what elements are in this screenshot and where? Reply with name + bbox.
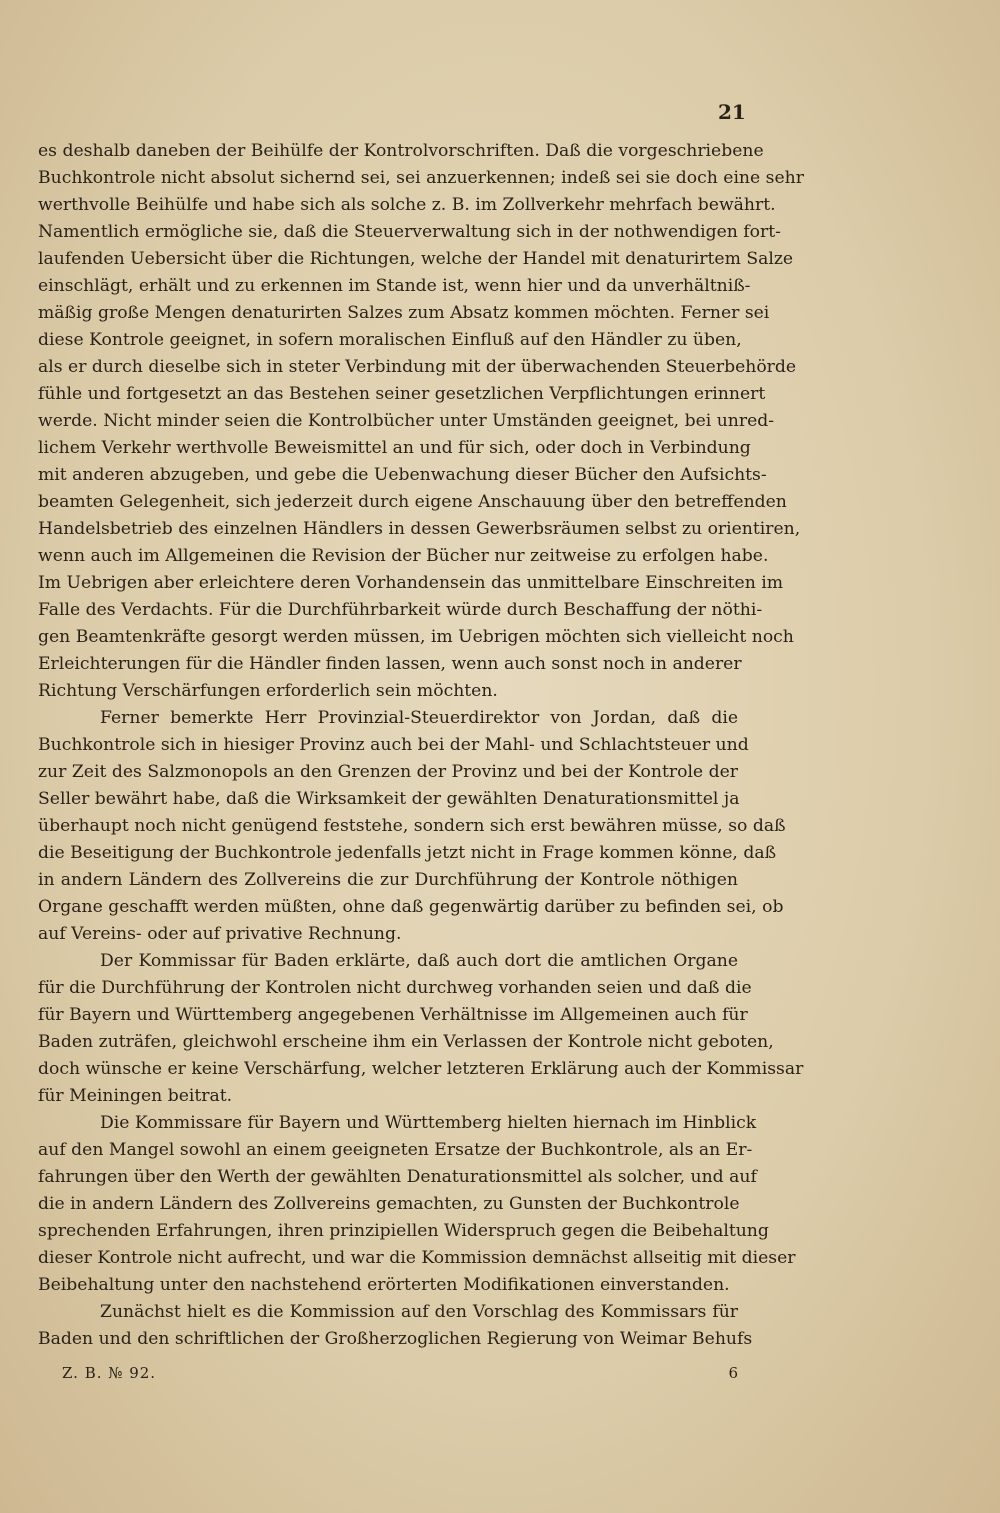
- text-line: fühle und fortgesetzt an das Bestehen seiner gesetzlichen Verpflichtungen erinnert: [38, 384, 766, 404]
- paragraph: [38, 138, 804, 705]
- page-number: 21: [718, 100, 746, 124]
- text-line: auf den Mangel sowohl an einem geeigneten Ersatze der Buchkontrole, als an Er-: [38, 1140, 753, 1160]
- printer-signature: Z. B. № 92.: [62, 1364, 157, 1382]
- body-text: [38, 138, 804, 1353]
- text-line: die Beseitigung der Buchkontrole jedenfalls jetzt nicht in Frage kommen könne, daß: [38, 843, 777, 863]
- text-line: Im Uebrigen aber erleichtere deren Vorhandensein das unmittelbare Einschreiten im: [38, 573, 784, 593]
- text-line: mäßig große Mengen denaturirten Salzes zum Absatz kommen möchten. Ferner sei: [38, 303, 770, 323]
- paragraph: [38, 1110, 796, 1299]
- text-line: für Meiningen beitrat.: [38, 1086, 233, 1106]
- text-line: Zunächst hielt es die Kommission auf den Vorschlag des Kommissars für: [100, 1302, 738, 1322]
- text-line: Buchkontrole nicht absolut sichernd sei, sei anzuerkennen; indeß sei sie doch eine sehr: [38, 168, 804, 188]
- page-footer: [62, 1364, 738, 1382]
- text-line: die in andern Ländern des Zollvereins gemachten, zu Gunsten der Buchkontrole: [38, 1194, 740, 1214]
- text-line: mit anderen abzugeben, und gebe die Uebenwachung dieser Bücher den Aufsichts-: [38, 465, 767, 485]
- text-line: Baden und den schriftlichen der Großherzoglichen Regierung von Weimar Behufs: [38, 1329, 753, 1349]
- text-line: überhaupt noch nicht genügend feststehe, sondern sich erst bewähren müsse, so daß: [38, 816, 786, 836]
- text-line: für Bayern und Württemberg angegebenen Verhältnisse im Allgemeinen auch für: [38, 1005, 748, 1025]
- text-line: einschlägt, erhält und zu erkennen im Stande ist, wenn hier und da unverhältniß-: [38, 276, 751, 296]
- text-line: lichem Verkehr werthvolle Beweismittel an und für sich, oder doch in Verbindung: [38, 438, 751, 458]
- sheet-number: 6: [728, 1364, 738, 1382]
- text-line: doch wünsche er keine Verschärfung, welcher letzteren Erklärung auch der Kommissar: [38, 1059, 804, 1079]
- text-line: Richtung Verschärfungen erforderlich sein möchten.: [38, 681, 498, 701]
- text-line: Seller bewährt habe, daß die Wirksamkeit der gewählten Denaturationsmittel ja: [38, 789, 740, 809]
- text-line: wenn auch im Allgemeinen die Revision der Bücher nur zeitweise zu erfolgen habe.: [38, 546, 769, 566]
- text-line: Erleichterungen für die Händler finden lassen, wenn auch sonst noch in anderer: [38, 654, 742, 674]
- paragraph: [38, 705, 786, 948]
- text-line: dieser Kontrole nicht aufrecht, und war die Kommission demnächst allseitig mit dieser: [38, 1248, 796, 1268]
- text-line: auf Vereins- oder auf privative Rechnung.: [38, 924, 402, 944]
- text-line: werthvolle Beihülfe und habe sich als solche z. B. im Zollverkehr mehrfach bewährt.: [38, 195, 776, 215]
- text-line: beamten Gelegenheit, sich jederzeit durch eigene Anschauung über den betreffenden: [38, 492, 787, 512]
- text-line: Buchkontrole sich in hiesiger Provinz auch bei der Mahl- und Schlachtsteuer und: [38, 735, 749, 755]
- text-line: für die Durchführung der Kontrolen nicht durchweg vorhanden seien und daß die: [38, 978, 752, 998]
- text-line: diese Kontrole geeignet, in sofern moralischen Einfluß auf den Händler zu üben,: [38, 330, 742, 350]
- text-line: Organe geschafft werden müßten, ohne daß gegenwärtig darüber zu befinden sei, ob: [38, 897, 784, 917]
- text-line: als er durch dieselbe sich in steter Verbindung mit der überwachenden Steuerbehörde: [38, 357, 797, 377]
- text-line: Der Kommissar für Baden erklärte, daß auch dort die amtlichen Organe: [100, 951, 738, 971]
- text-line: Ferner bemerkte Herr Provinzial-Steuerdirektor von Jordan, daß die: [100, 708, 738, 728]
- text-line: Die Kommissare für Bayern und Württemberg hielten hiernach im Hinblick: [100, 1113, 757, 1133]
- text-line: laufenden Uebersicht über die Richtungen, welche der Handel mit denaturirtem Salze: [38, 249, 794, 269]
- text-line: sprechenden Erfahrungen, ihren prinzipiellen Widerspruch gegen die Beibehaltung: [38, 1221, 769, 1241]
- text-line: werde. Nicht minder seien die Kontrolbücher unter Umständen geeignet, bei unred-: [38, 411, 775, 431]
- text-line: Handelsbetrieb des einzelnen Händlers in dessen Gewerbsräumen selbst zu orientiren,: [38, 519, 801, 539]
- text-line: Falle des Verdachts. Für die Durchführbarkeit würde durch Beschaffung der nöthi-: [38, 600, 763, 620]
- paragraph: [38, 1299, 753, 1353]
- text-line: zur Zeit des Salzmonopols an den Grenzen der Provinz und bei der Kontrole der: [38, 762, 738, 782]
- text-line: gen Beamtenkräfte gesorgt werden müssen, im Uebrigen möchten sich vielleicht noch: [38, 627, 794, 647]
- paragraph: [38, 948, 804, 1110]
- text-line: in andern Ländern des Zollvereins die zur Durchführung der Kontrole nöthigen: [38, 870, 738, 890]
- text-line: fahrungen über den Werth der gewählten Denaturationsmittel als solcher, und auf: [38, 1167, 757, 1187]
- text-line: Beibehaltung unter den nachstehend erörterten Modifikationen einverstanden.: [38, 1275, 730, 1295]
- text-line: Namentlich ermögliche sie, daß die Steuerverwaltung sich in der nothwendigen fort-: [38, 222, 781, 242]
- text-line: es deshalb daneben der Beihülfe der Kontrolvorschriften. Daß die vorgeschriebene: [38, 141, 764, 161]
- text-line: Baden zuträfen, gleichwohl erscheine ihm ein Verlassen der Kontrole nicht geboten,: [38, 1032, 774, 1052]
